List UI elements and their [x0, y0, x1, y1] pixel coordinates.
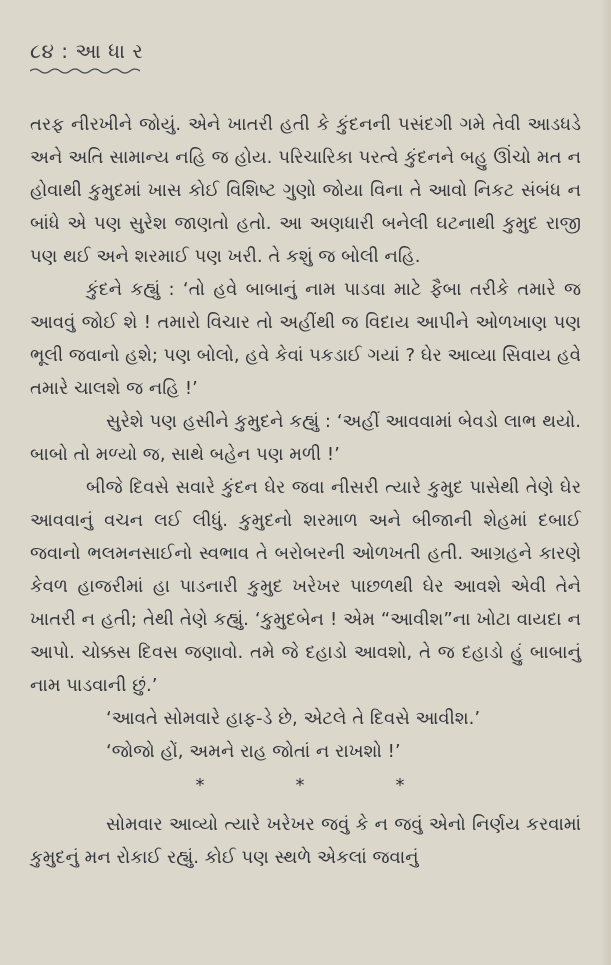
- dialogue-line-2: ‘જોજો હોં, અમને રાહ જોતાં ન રાખશો !’: [106, 741, 401, 762]
- paragraph-2: કુંદને કહ્યું : ‘તો હવે બાબાનું નામ પાડવા માટે ફૈબા તરીકે તમારે જ આવવું જોઈ શે ! તમારો વિચાર તો અહીંથી જ વિદાય આપીને ઓળખાણ પણ ભૂલી જવાનો હશે; પણ બોલો, હવે કેવાં પકડાઈ ગયાં ? ઘેર આવ્યા સિવાય હવે તમારે ચાલશે જ નહિ !’: [30, 279, 581, 399]
- page-edge: [601, 0, 611, 965]
- paragraph-3: સુરેશે પણ હસીને કુમુદને કહ્યું : ‘અહીં આવવામાં બેવડો લાભ થયો. બાબો તો મળ્યો જ, સાથે બહેન પણ મળી !’: [30, 411, 581, 465]
- paragraph-1: તરફ નીરખીને જોયું. એને ખાતરી હતી કે કુંદનની પસંદગી ગમે તેવી આડધડે અને અતિ સામાન્ય નહિ જ હોય. પરિચારિકા પરત્વે કુંદનને બહુ ઊંચો મત ન હોવાથી કુમુદમાં ખાસ કોઈ વિશિષ્ટ ગુણો જોયા વિના તે આવો નિકટ સંબંધ ન બાંધે એ પણ સુરેશ જાણતો હતો. આ અણધારી બનેલી ઘટનાથી કુમુદ રાજી પણ થઈ અને શરમાઈ પણ ખરી. તે કશું જ બોલી નહિ.: [30, 114, 581, 267]
- running-head: ૮૪ : આ ધા ર: [30, 39, 144, 63]
- dialogue-line-1: ‘આવતે સોમવારે હાફ-ડે છે, એટલે તે દિવસે આવીશ.’: [106, 708, 481, 729]
- wavy-rule: [30, 66, 140, 76]
- section-separator: [150, 772, 450, 800]
- separator-asterisk: *: [395, 775, 405, 796]
- closing-paragraph: સોમવાર આવ્યો ત્યારે ખરેખર જવું કે ન જવું એનો નિર્ણય કરવામાં કુમુદનું મન રોકાઈ રહ્યું. કોઈ પણ સ્થળે એકલાં જવાનું: [30, 814, 581, 868]
- separator-asterisk: *: [295, 775, 305, 796]
- separator-asterisk: *: [195, 775, 205, 796]
- paragraph-4: બીજે દિવસે સવારે કુંદન ઘેર જવા નીસરી ત્યારે કુમુદ પાસેથી તેણે ઘેર આવવાનું વચન લઈ લીધું. કુમુદનો શરમાળ અને બીજાની શેહમાં દબાઈ જવાનો ભલમનસાઈનો સ્વભાવ તે બરોબરની ઓળખતી હતી. આગ્રહને કારણે કેવળ હાજરીમાં હા પાડનારી કુમુદ ખરેખર પાછળથી ઘેર આવશે એવી તેને ખાતરી ન હતી; તેથી તેણે કહ્યું. ‘કુમુદબેન ! એમ “આવીશ”ના ખોટા વાયદા ન આપો. ચોક્કસ દિવસ જણાવો. તમે જે દહાડો આવશો, તે જ દહાડો હું બાબાનું નામ પાડવાની છું.’: [30, 477, 581, 696]
